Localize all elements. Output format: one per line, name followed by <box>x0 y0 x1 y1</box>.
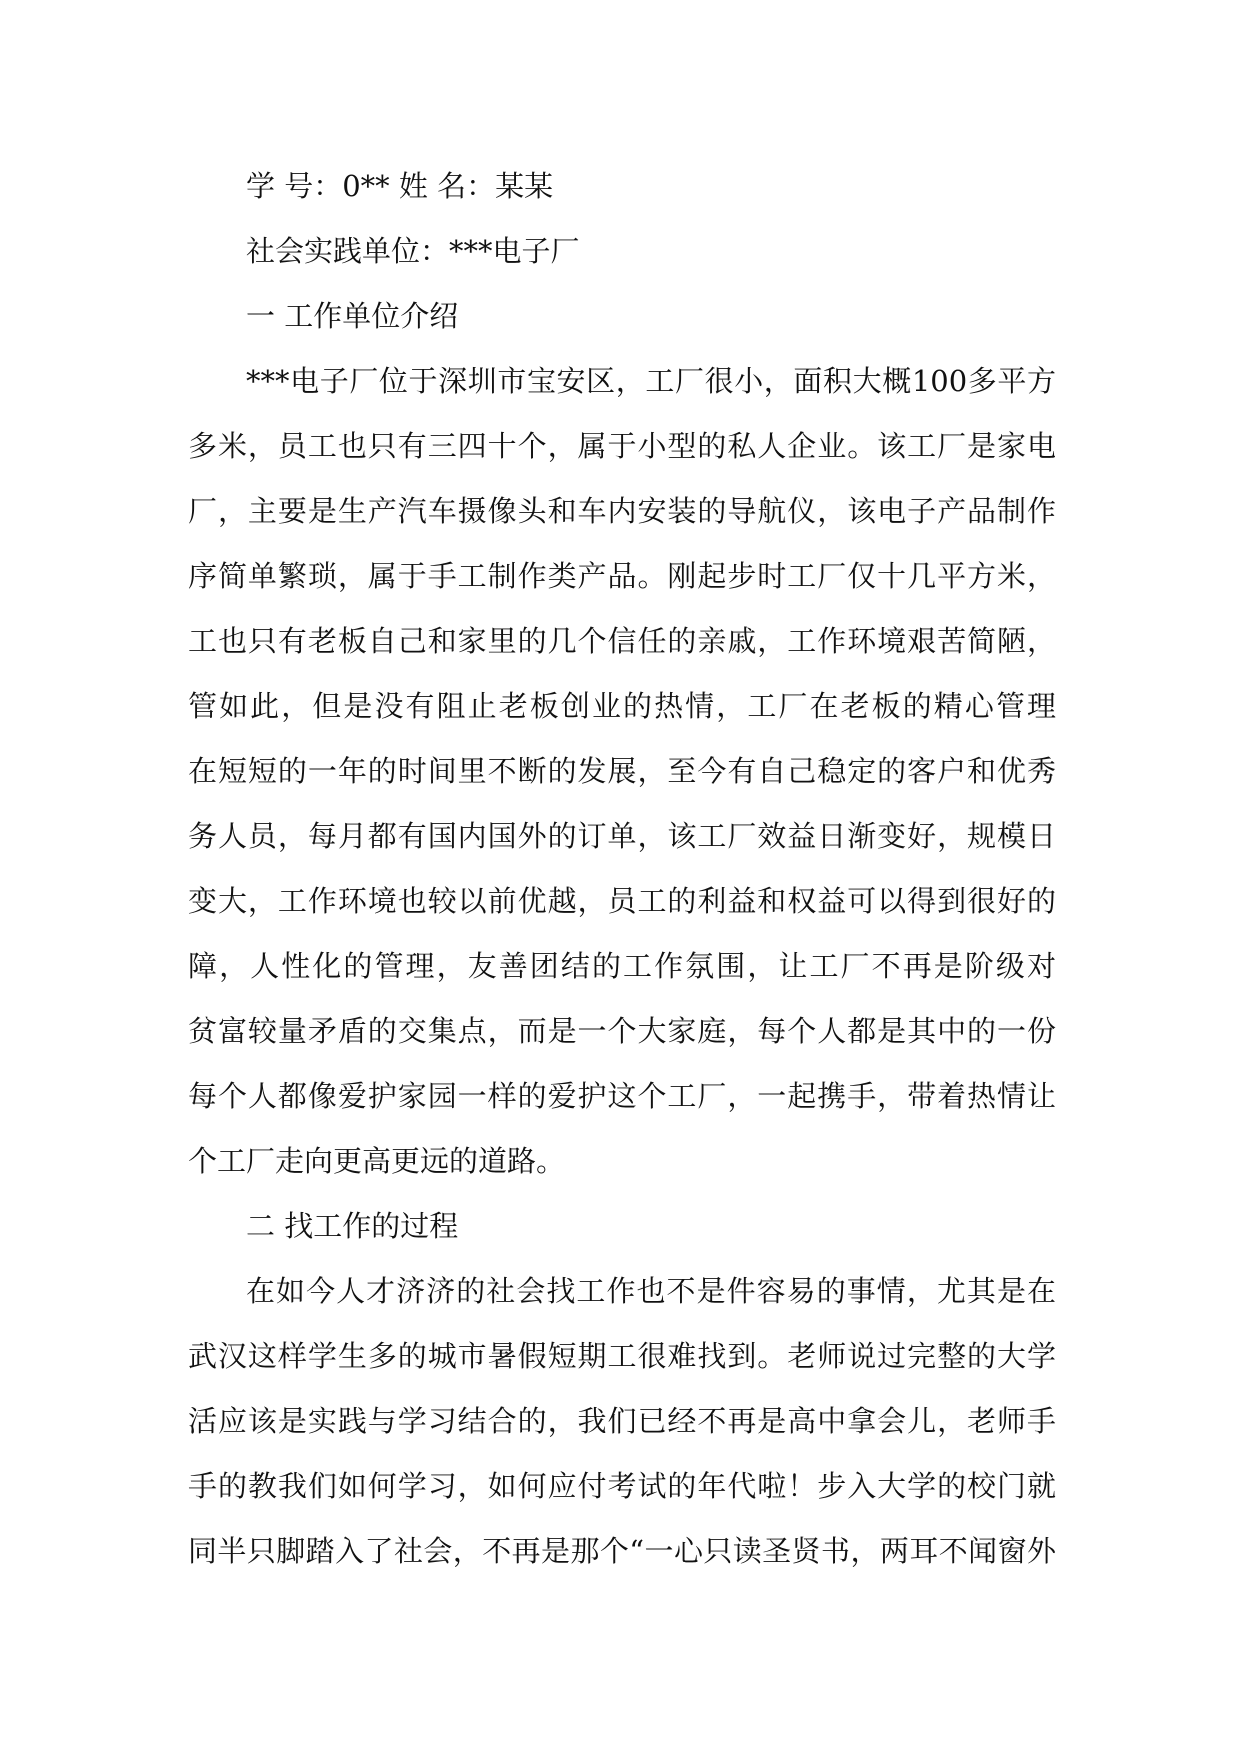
practice-unit-line: 社会实践单位：***电子厂 <box>246 234 580 268</box>
document-body <box>188 154 1056 1584</box>
section-heading-job-search: 二 找工作的过程 <box>246 1209 459 1243</box>
paragraph-line: 管如此，但是没有阻止老板创业的热情，工厂在老板的精心管理 <box>188 689 1056 723</box>
paragraph-line: 活应该是实践与学习结合的，我们已经不再是高中拿会儿，老师手 <box>188 1404 1056 1438</box>
section-heading-company: 一 工作单位介绍 <box>246 299 459 333</box>
paragraph-line: 贫富较量矛盾的交集点，而是一个大家庭，每个人都是其中的一份 <box>188 1014 1056 1048</box>
paragraph-line: ***电子厂位于深圳市宝安区，工厂很小，面积大概100多平方 <box>246 364 1056 398</box>
student-info-line: 学 号：0** 姓 名：某某 <box>246 169 554 203</box>
paragraph-line: 务人员，每月都有国内国外的订单，该工厂效益日渐变好，规模日 <box>188 819 1056 853</box>
paragraph-line: 在如今人才济济的社会找工作也不是件容易的事情，尤其是在 <box>246 1274 1056 1308</box>
paragraph-line-last: 个工厂走向更高更远的道路。 <box>188 1144 566 1178</box>
paragraph-line: 序简单繁琐，属于手工制作类产品。刚起步时工厂仅十几平方米， <box>188 559 1056 593</box>
paragraph-line: 工也只有老板自己和家里的几个信任的亲戚，工作环境艰苦简陋， <box>188 624 1056 658</box>
paragraph-line: 武汉这样学生多的城市暑假短期工很难找到。老师说过完整的大学 <box>188 1339 1056 1373</box>
paragraph-line: 每个人都像爱护家园一样的爱护这个工厂，一起携手，带着热情让 <box>188 1079 1056 1113</box>
paragraph-line: 多米，员工也只有三四十个，属于小型的私人企业。该工厂是家电 <box>188 429 1056 463</box>
paragraph-company-intro <box>188 349 1056 1194</box>
paragraph-line: 同半只脚踏入了社会，不再是那个“一心只读圣贤书，两耳不闻窗外 <box>188 1534 1056 1568</box>
paragraph-line: 变大，工作环境也较以前优越，员工的利益和权益可以得到很好的 <box>188 884 1056 918</box>
paragraph-job-search <box>188 1259 1056 1584</box>
paragraph-line: 在短短的一年的时间里不断的发展，至今有自己稳定的客户和优秀 <box>188 754 1056 788</box>
paragraph-line: 厂，主要是生产汽车摄像头和车内安装的导航仪，该电子产品制作 <box>188 494 1056 528</box>
paragraph-line: 手的教我们如何学习，如何应付考试的年代啦！步入大学的校门就 <box>188 1469 1056 1503</box>
paragraph-line: 障，人性化的管理，友善团结的工作氛围，让工厂不再是阶级对 <box>188 949 1056 983</box>
